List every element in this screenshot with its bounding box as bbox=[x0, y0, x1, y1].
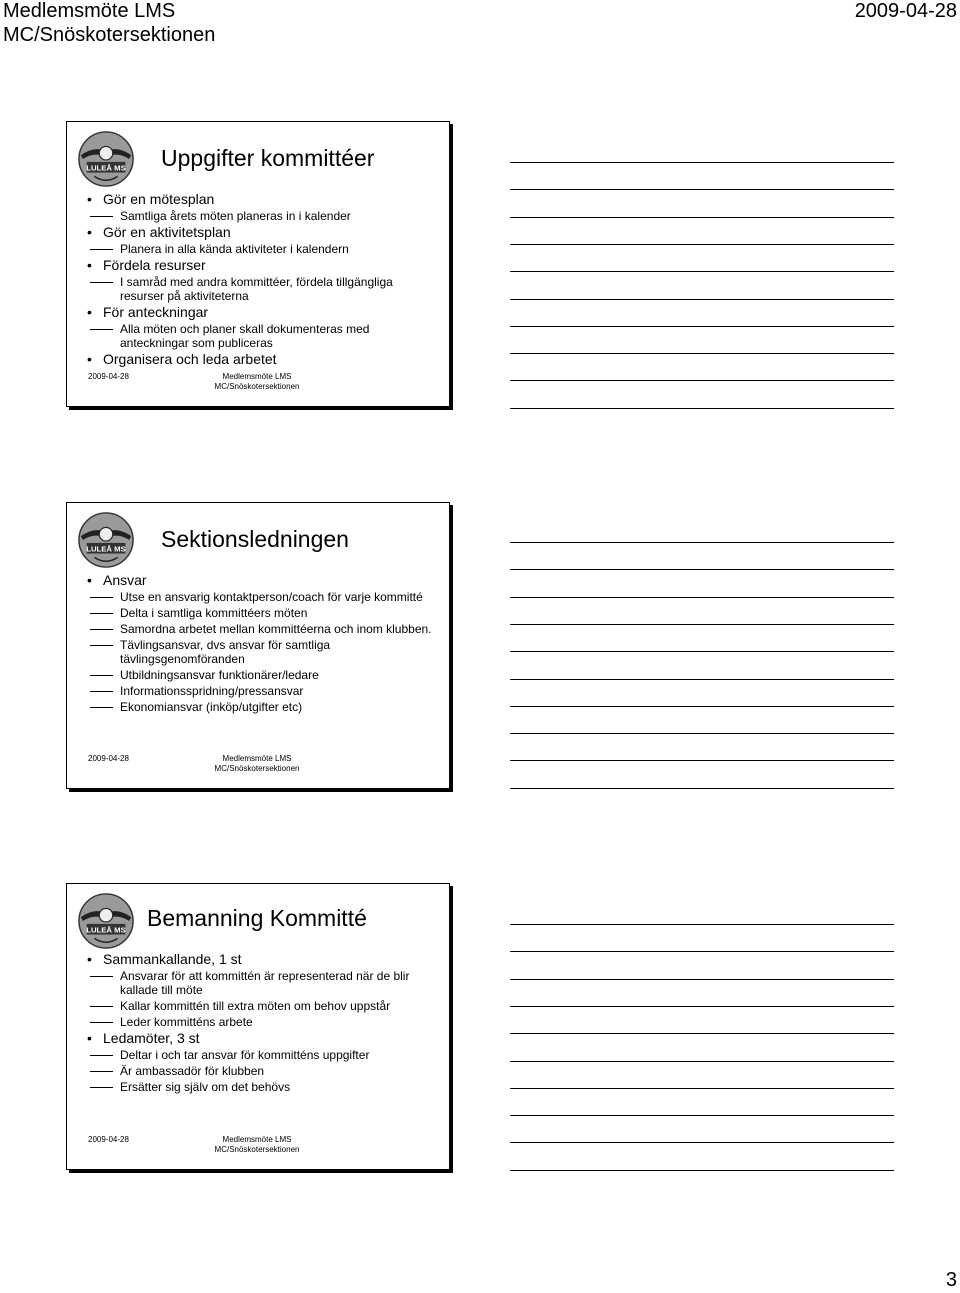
notes-line bbox=[510, 542, 894, 543]
footer-text bbox=[197, 1135, 317, 1155]
notes-line bbox=[510, 1033, 894, 1034]
bullet-item: • Ansvar bbox=[87, 572, 439, 588]
slide-title: Bemanning Kommitté bbox=[147, 905, 367, 931]
notes-line bbox=[510, 299, 894, 300]
slide-footer bbox=[67, 372, 449, 398]
logo-text: LULEÅ MS bbox=[86, 544, 126, 554]
notes-line bbox=[510, 979, 894, 980]
bullet-item: • Fördela resurser bbox=[87, 257, 439, 273]
notes-line bbox=[510, 1088, 894, 1089]
footer-date: 2009-04-28 bbox=[88, 754, 129, 763]
header-subtitle: MC/Snöskotersektionen bbox=[3, 24, 216, 46]
notes-line bbox=[510, 408, 894, 409]
notes-line bbox=[510, 244, 894, 245]
footer-date: 2009-04-28 bbox=[88, 1135, 129, 1144]
notes-line bbox=[510, 679, 894, 680]
slide-sektionsledningen bbox=[66, 502, 450, 789]
footer-line1: Medlemsmöte LMS bbox=[222, 1135, 292, 1144]
slide-uppgifter-kommitteer bbox=[66, 121, 450, 407]
notes-line bbox=[510, 1061, 894, 1062]
sub-bullet-item: Delta i samtliga kommittéers möten bbox=[87, 606, 439, 620]
page-number: 3 bbox=[945, 1269, 957, 1291]
notes-line bbox=[510, 569, 894, 570]
slide-title: Uppgifter kommittéer bbox=[161, 145, 375, 171]
bullet-item: • Gör en aktivitetsplan bbox=[87, 224, 439, 240]
notes-line bbox=[510, 624, 894, 625]
bullet-item: • Ledamöter, 3 st bbox=[87, 1030, 439, 1046]
notes-line bbox=[510, 733, 894, 734]
sub-bullet-item: Alla möten och planer skall dokumenteras med anteckningar som publiceras bbox=[87, 322, 439, 350]
footer-text bbox=[197, 754, 317, 774]
slide-content bbox=[87, 571, 439, 714]
bullet-item: • Organisera och leda arbetet bbox=[87, 351, 439, 367]
notes-line bbox=[510, 353, 894, 354]
sub-bullet-item: Ansvarar för att kommittén är representerad när de blir kallade till möte bbox=[87, 969, 439, 997]
sub-bullet-item: Är ambassadör för klubben bbox=[87, 1064, 439, 1078]
sub-bullet-item: Ekonomiansvar (inköp/utgifter etc) bbox=[87, 700, 439, 714]
bullet-item: • För anteckningar bbox=[87, 304, 439, 320]
slide-content bbox=[87, 950, 439, 1094]
slide-footer bbox=[67, 754, 449, 780]
sub-bullet-item: Leder kommitténs arbete bbox=[87, 1015, 439, 1029]
notes-line bbox=[510, 1006, 894, 1007]
notes-line bbox=[510, 217, 894, 218]
notes-line bbox=[510, 788, 894, 789]
header-date: 2009-04-28 bbox=[854, 0, 957, 22]
bullet-item: • Sammankallande, 1 st bbox=[87, 951, 439, 967]
sub-bullet-item: I samråd med andra kommittéer, fördela tillgängliga resurser på aktiviteterna bbox=[87, 275, 439, 303]
logo-text: LULEÅ MS bbox=[86, 925, 126, 935]
notes-line bbox=[510, 760, 894, 761]
slide-content bbox=[87, 190, 439, 367]
notes-line bbox=[510, 326, 894, 327]
footer-date: 2009-04-28 bbox=[88, 372, 129, 381]
slide-title: Sektionsledningen bbox=[161, 526, 349, 552]
sub-bullet-item: Tävlingsansvar, dvs ansvar för samtliga tävlingsgenomföranden bbox=[87, 638, 439, 666]
sub-bullet-item: Samtliga årets möten planeras in i kalender bbox=[87, 209, 439, 223]
notes-line bbox=[510, 951, 894, 952]
sub-bullet-item: Utse en ansvarig kontaktperson/coach för varje kommitté bbox=[87, 590, 439, 604]
notes-line bbox=[510, 1170, 894, 1171]
sub-bullet-item: Kallar kommittén till extra möten om behov uppstår bbox=[87, 999, 439, 1013]
notes-line bbox=[510, 597, 894, 598]
club-logo-icon bbox=[77, 511, 135, 569]
footer-text bbox=[197, 372, 317, 392]
sub-bullet-item: Informationsspridning/pressansvar bbox=[87, 684, 439, 698]
slide-footer bbox=[67, 1135, 449, 1161]
notes-line bbox=[510, 924, 894, 925]
sub-bullet-item: Utbildningsansvar funktionärer/ledare bbox=[87, 668, 439, 682]
club-logo-icon bbox=[77, 892, 135, 950]
footer-line2: MC/Snöskotersektionen bbox=[214, 1145, 300, 1154]
notes-line bbox=[510, 162, 894, 163]
sub-bullet-item: Planera in alla kända aktiviteter i kalendern bbox=[87, 242, 439, 256]
page-header bbox=[0, 0, 960, 48]
footer-line2: MC/Snöskotersektionen bbox=[214, 764, 300, 773]
notes-line bbox=[510, 189, 894, 190]
notes-line bbox=[510, 1115, 894, 1116]
sub-bullet-item: Samordna arbetet mellan kommittéerna och inom klubben. bbox=[87, 622, 439, 636]
bullet-item: • Gör en mötesplan bbox=[87, 191, 439, 207]
footer-line1: Medlemsmöte LMS bbox=[222, 372, 292, 381]
club-logo-icon bbox=[77, 130, 135, 188]
notes-line bbox=[510, 271, 894, 272]
footer-line2: MC/Snöskotersektionen bbox=[214, 382, 300, 391]
sub-bullet-item: Ersätter sig själv om det behövs bbox=[87, 1080, 439, 1094]
notes-line bbox=[510, 380, 894, 381]
notes-line bbox=[510, 706, 894, 707]
header-title: Medlemsmöte LMS bbox=[3, 0, 176, 22]
sub-bullet-item: Deltar i och tar ansvar för kommitténs uppgifter bbox=[87, 1048, 439, 1062]
logo-text: LULEÅ MS bbox=[86, 163, 126, 173]
notes-line bbox=[510, 1142, 894, 1143]
notes-line bbox=[510, 651, 894, 652]
footer-line1: Medlemsmöte LMS bbox=[222, 754, 292, 763]
slide-bemanning-kommitte bbox=[66, 883, 450, 1170]
